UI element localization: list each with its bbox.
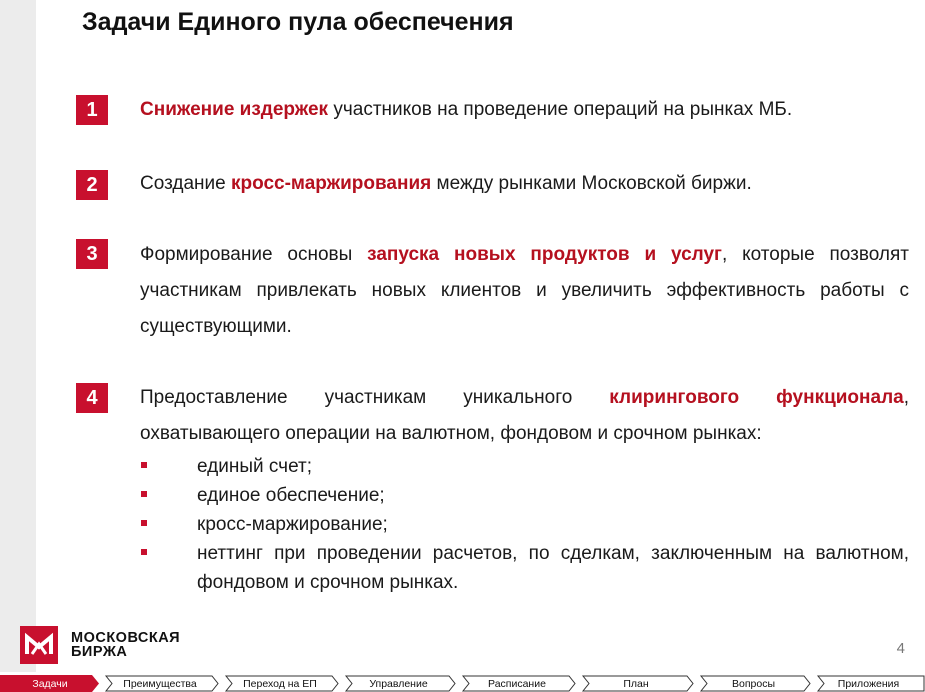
list-item: единый счет; xyxy=(140,452,909,481)
task-2-text-pre: Создание xyxy=(140,173,231,194)
nav-tab-plan[interactable]: План xyxy=(577,675,695,692)
task-4 xyxy=(140,380,909,597)
logo-text: МОСКОВСКАЯ БИРЖА xyxy=(71,630,181,660)
slide-title: Задачи Единого пула обеспечения xyxy=(82,8,514,36)
list-item: кросс-маржирование; xyxy=(140,510,909,539)
task-number-1: 1 xyxy=(76,95,108,125)
page-number: 4 xyxy=(896,640,905,657)
bullet-square-icon xyxy=(141,520,147,526)
bullet-square-icon xyxy=(141,491,147,497)
task-4-text-pre: Предоставление участникам уникального xyxy=(140,387,610,408)
task-number-4: 4 xyxy=(76,383,108,413)
task-number-2: 2 xyxy=(76,170,108,200)
bullet-square-icon xyxy=(141,462,147,468)
nav-tab-zadachi[interactable]: Задачи xyxy=(0,675,100,692)
task-2-highlight: кросс-маржирования xyxy=(230,173,432,194)
nav-tab-perekhod[interactable]: Переход на ЕП xyxy=(220,675,340,692)
list-item: неттинг при проведении расчетов, по сделкам, заключенным на валютном, фондовом и срочном рынках. xyxy=(140,539,909,597)
task-number-3: 3 xyxy=(76,239,108,269)
bullet-square-icon xyxy=(141,549,147,555)
task-3-text-post: , которые позволят участникам привлекать новых клиентов и увеличить эффективность работы с существующими. xyxy=(140,244,909,337)
nav-tab-preimushchestva[interactable]: Преимущества xyxy=(100,675,220,692)
task-3-highlight: запуска новых продуктов и услуг xyxy=(367,244,722,265)
feature-bullet-list xyxy=(140,452,909,597)
bottom-navigation xyxy=(0,675,925,692)
nav-tab-voprosy[interactable]: Вопросы xyxy=(695,675,812,692)
nav-tab-prilozheniya[interactable]: Приложения xyxy=(812,675,925,692)
moex-logo-icon xyxy=(20,626,58,664)
left-decor-strip xyxy=(0,0,36,672)
list-item: единое обеспечение; xyxy=(140,481,909,510)
task-2-text-post: между рынками Московской биржи. xyxy=(431,173,752,194)
nav-tab-upravlenie[interactable]: Управление xyxy=(340,675,457,692)
task-4-highlight: клирингового функционала xyxy=(609,387,904,408)
task-2 xyxy=(140,166,909,202)
task-1-highlight: Снижение издержек xyxy=(140,99,329,120)
task-1 xyxy=(140,92,909,128)
task-3-text-pre: Формирование основы xyxy=(140,244,368,265)
task-3 xyxy=(140,237,909,345)
nav-tab-raspisanie[interactable]: Расписание xyxy=(457,675,577,692)
task-1-text: участников на проведение операций на рынках МБ. xyxy=(328,99,793,120)
task-4-text-post: , охватывающего операции на валютном, фондовом и срочном рынках: xyxy=(140,387,909,444)
moex-logo xyxy=(20,626,180,664)
